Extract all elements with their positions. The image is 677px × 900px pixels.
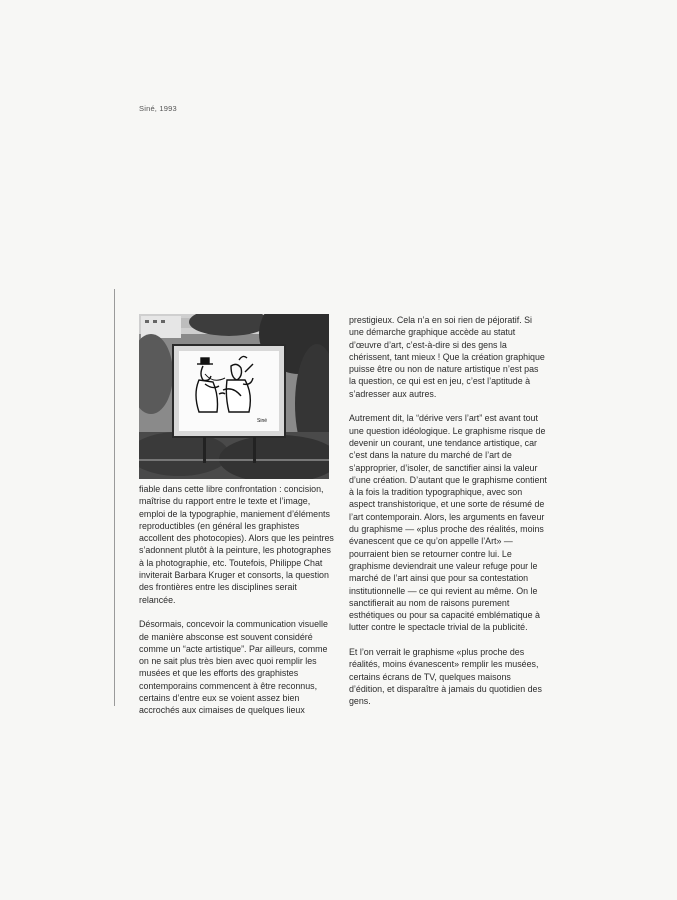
board-signature: Siné xyxy=(257,418,268,424)
paragraph: Désormais, concevoir la communication visuelle de manière absconse est souvent considéré comme un “acte artistique”. Par ailleurs, comme on ne sait plus très bien avec quoi remplir les musées et que les efforts des graphistes contemporains commencent à être reconnus, certains d’entre eux se voient assez bien accrochés aux cimaises de quelques lieux xyxy=(139,619,328,716)
margin-rule xyxy=(114,289,115,706)
photograph-billboard xyxy=(139,314,329,479)
paragraph: fiable dans cette libre confrontation : concision, maîtrise du rapport entre le texte et l’image, emploi de la typographie, maniement d’éléments reproductibles (en général les graphistes accollent des photocopies). Alors que les peintres s’adonnent plutôt à la peinture, les photographes à la photographie, etc. Toutefois, Philippe Chat inviterait Barbara Kruger et consorts, la question des frontières entre les disciplines serait relancée. xyxy=(139,484,334,605)
paragraph: prestigieux. Cela n’a en soi rien de péjoratif. Si une démarche graphique accède au statut d’œuvre d’art, c’est-à-dire si des gens la chérissent, tant mieux ! Que la création graphique puisse être ou non de nature artistique n’est pas la question, ce qui est en jeu, c’est l’aptitude à s’adresser aux autres. xyxy=(349,315,545,399)
billboard-photo-illustration xyxy=(139,314,329,479)
photo-caption: Siné, 1993 xyxy=(139,104,177,113)
paragraph: Autrement dit, la “dérive vers l’art” est avant tout une question idéologique. Le graphisme risque de devenir un courant, une tendance artistique, car c’est dans la nature du marché de l’art de s’approprier, d’isoler, de sanctifier ainsi la valeur d’une création. D’autant que le graphisme contient à la fois la tradition typographique, avec son aspect transhistorique, et une sorte de résumé de l’art contemporain. Alors, les arguments en faveur du graphisme — «plus proche des réalités, moins évanescent que ce qu’on appelle l’Art» — pourraient bien se retourner contre lui. Le graphisme deviendrait une valeur refuge pour le marché de l’art ainsi que pour sa contestation institutionnelle — ce qui revient au même. On le sanctifierait au nom de raisons purement esthétiques ou pour sa capacité emblématique à lutter contre le spectacle trivial de la publicité. xyxy=(349,413,547,633)
text-column-left xyxy=(139,483,335,729)
paragraph: Et l’on verrait le graphisme «plus proche des réalités, moins évanescent» remplir les musées, certains écrans de TV, quelques maisons d’édition, et disparaître à jamais du quotidien des gens. xyxy=(349,647,542,707)
text-column-right xyxy=(349,314,547,720)
